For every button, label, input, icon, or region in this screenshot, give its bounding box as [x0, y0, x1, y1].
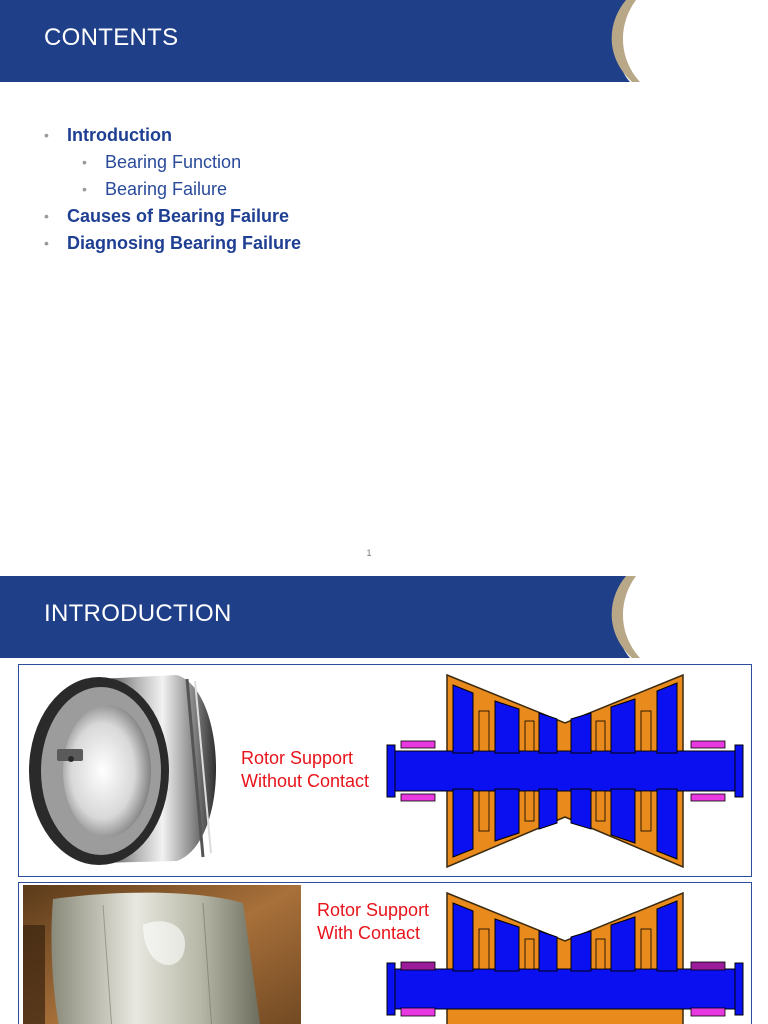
caption-line: With Contact [317, 923, 421, 943]
toc-item-label: Bearing Failure [105, 179, 228, 199]
panel-without-contact [18, 664, 752, 877]
rotor-cross-section-diagram-icon [385, 889, 747, 1024]
bullet-icon: • [82, 181, 87, 197]
toc-item-bearing-function[interactable] [44, 149, 301, 176]
caption-without-contact [241, 747, 369, 793]
toc-item-label: Causes of Bearing Failure [67, 206, 290, 226]
bullet-icon: • [44, 127, 49, 143]
slide-introduction [0, 576, 768, 1024]
caption-line: Without Contact [241, 771, 370, 791]
page-number: 1 [366, 548, 372, 558]
table-of-contents [44, 122, 301, 257]
caption-line: Rotor Support [241, 748, 354, 768]
panel-with-contact [18, 882, 752, 1024]
rotor-cross-section-diagram-icon [385, 671, 747, 871]
bullet-icon: • [82, 154, 87, 170]
journal-bearing-photo-icon [27, 671, 231, 867]
slide-title: CONTENTS [44, 24, 179, 51]
damaged-bearing-photo-icon [23, 885, 301, 1024]
bullet-icon: • [44, 208, 49, 224]
slide-title: INTRODUCTION [44, 600, 232, 627]
toc-item-bearing-failure[interactable] [44, 176, 301, 203]
slide-header [0, 576, 768, 658]
toc-item-label: Diagnosing Bearing Failure [67, 233, 302, 253]
bullet-icon: • [44, 235, 49, 251]
toc-item-label: Introduction [67, 125, 172, 145]
caption-line: Rotor Support [317, 900, 430, 920]
slide-header [0, 0, 768, 82]
toc-item-introduction[interactable] [44, 122, 301, 149]
toc-item-label: Bearing Function [105, 152, 242, 172]
toc-item-causes[interactable] [44, 203, 301, 230]
toc-item-diagnosing[interactable] [44, 230, 301, 257]
